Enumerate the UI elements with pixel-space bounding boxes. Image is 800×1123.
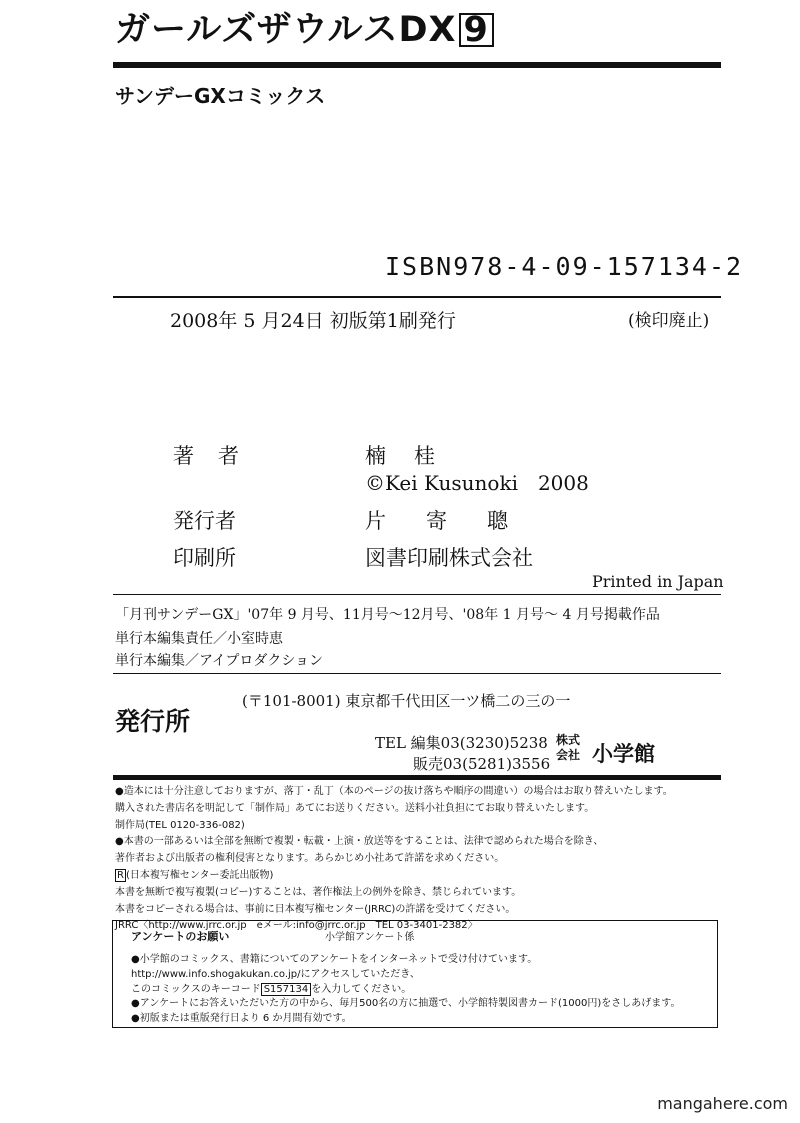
printer-name: 図書印刷株式会社 xyxy=(365,546,533,570)
book-title xyxy=(115,2,494,52)
note-line: 購入された書店名を明記して「制作局」あてにお送りください。送料小社負担にてお取り替えいたします。 xyxy=(115,802,595,814)
survey-title: アンケートのお願い xyxy=(131,930,230,943)
tel-sales: 販売03(5281)3556 xyxy=(413,755,551,773)
note-line: 本書をコピーされる場合は、事前に日本複写権センター(JRRC)の許諾を受けてください。 xyxy=(115,903,516,915)
printed-in-japan: Printed in Japan xyxy=(592,572,724,591)
note-line: 著作者および出版者の権利侵害となります。あらかじめ小社あて許諾を求めください。 xyxy=(115,853,505,865)
watermark: mangahere.com xyxy=(657,1094,788,1113)
credits-rule xyxy=(113,594,721,595)
r-mark-box: R xyxy=(117,869,124,881)
survey-line: ●アンケートにお答えいただいた方の中から、毎月500名の方に抽選で、小学館特製図書カード(1000円)をさしあげます。 xyxy=(131,998,681,1010)
title-rule xyxy=(113,62,721,68)
key-code-box: S157134 xyxy=(261,983,312,996)
note-line: ●造本には十分注意しておりますが、落丁・乱丁（本のページの抜け落ちや順序の間違い）の場合はお取り替えいたします。 xyxy=(115,786,673,797)
legal-notes xyxy=(115,784,673,935)
survey-url: http://www.info.shogakukan.co.jp/にアクセスしていただき、 xyxy=(131,968,420,980)
tel-editorial: TEL 編集03(3230)5238 xyxy=(375,734,548,752)
editor-chief: 単行本編集責任／小室時恵 xyxy=(115,631,283,647)
note-line: JRRC〈http://www.jrrc.or.jp eメール:info@jrrc.or.jp TEL 03-3401-2382〉 xyxy=(115,920,478,932)
author-name: 楠桂 xyxy=(365,444,463,468)
kabushiki-top: 株式 xyxy=(556,733,581,747)
survey-text: このコミックスのキーコード xyxy=(131,983,261,995)
publisher-rule xyxy=(113,673,721,674)
book-title-text: ガールズザウルスDX xyxy=(115,10,457,50)
serialization-line: 「月刊サンデーGX」'07年 9 月号、11月号〜12月号、'08年 1 月号〜 4 月号掲載作品 xyxy=(115,607,660,623)
note-line: ●本書の一部あるいは全部を無断で複製・転載・上演・放送等をすることは、法律で認められた場合を除き、 xyxy=(115,836,604,848)
copyright: ©Kei Kusunoki 2008 xyxy=(365,471,589,495)
note-line: 本書を無断で複写複製(コピー)することは、著作権法上の例外を除き、禁じられています。 xyxy=(115,886,522,898)
survey-department: 小学館アンケート係 xyxy=(325,932,415,943)
series-label: サンデーGXコミックス xyxy=(115,84,326,108)
isbn-rule xyxy=(113,296,721,298)
survey-line xyxy=(131,983,680,998)
editing-credit: 単行本編集／アイプロダクション xyxy=(115,653,324,669)
survey-line: ●小学館のコミックス、書籍についてのアンケートをインターネットで受け付けています。 xyxy=(131,954,538,965)
survey-text: を入力してください。 xyxy=(311,983,412,995)
notes-rule xyxy=(113,775,721,780)
seal-note: (検印廃止) xyxy=(628,311,710,331)
printer-label: 印刷所 xyxy=(173,546,236,570)
survey-line: ●初版または重版発行日より 6 か月間有効です。 xyxy=(131,1013,352,1025)
publisher-label: 発行者 xyxy=(173,509,236,533)
volume-number: 9 xyxy=(459,13,494,47)
publisher-name: 片寄聰 xyxy=(365,509,548,533)
kabushiki-kaisha xyxy=(556,733,580,763)
kabushiki-bottom: 会社 xyxy=(556,748,581,762)
survey-lines xyxy=(131,953,680,1027)
author-label: 著者 xyxy=(173,444,263,468)
company-name: 小学館 xyxy=(592,742,655,766)
note-line: 制作局(TEL 0120-336-082) xyxy=(115,819,245,831)
isbn: ISBN978-4-09-157134-2 xyxy=(385,252,744,281)
note-line xyxy=(115,868,673,885)
note-text: (日本複写権センター委託出版物) xyxy=(125,869,274,881)
publisher-office-label: 発行所 xyxy=(115,707,191,736)
survey-box xyxy=(112,920,718,1028)
publication-date: 2008年 5 月24日 初版第1刷発行 xyxy=(170,310,456,332)
publisher-address: (〒101-8001) 東京都千代田区一ツ橋二の三の一 xyxy=(242,692,571,710)
